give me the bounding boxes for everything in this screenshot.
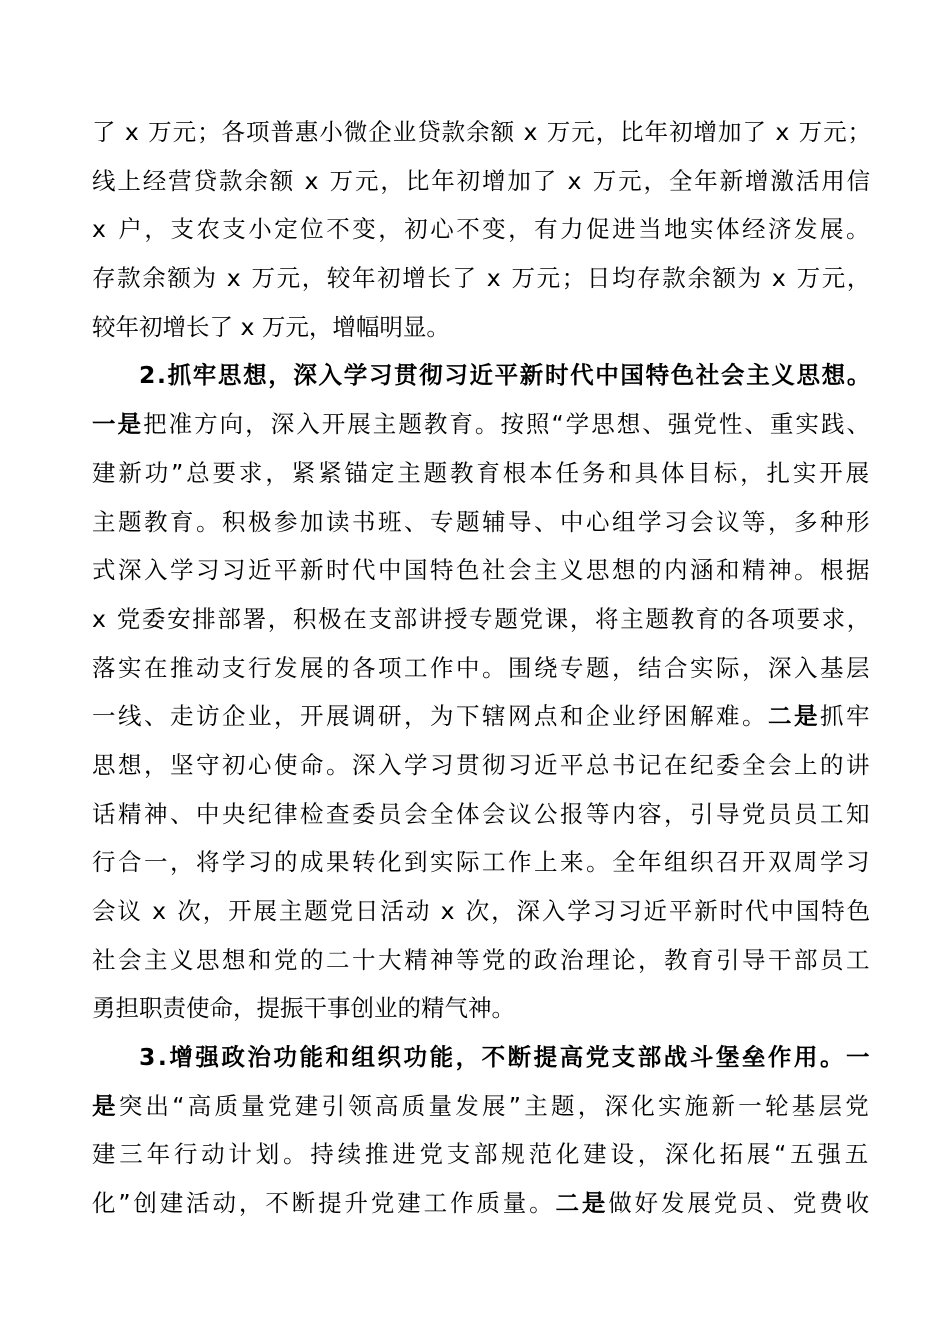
text-run: 把准方向，深入开展主题教育。按照“学思想、强党性、重实践、 — [143, 410, 872, 439]
bold-text: 是 — [92, 1091, 119, 1120]
text-run: 较年初增长了 x 万元，增幅明显。 — [92, 312, 450, 341]
text-line — [92, 205, 872, 254]
text-run: 会议 x 次，开展主题党日活动 x 次，深入学习习近平新时代中国特色 — [92, 897, 872, 925]
text-line — [92, 546, 872, 595]
text-run: 做好发展党员、党费收 — [608, 1189, 873, 1218]
text-line — [92, 644, 872, 693]
text-run: 存款余额为 x 万元，较年初增长了 x 万元；日均存款余额为 x 万元， — [92, 264, 872, 293]
text-run: x 党委安排部署，积极在支部讲授专题党课，将主题教育的各项要求， — [92, 604, 872, 633]
text-line — [92, 108, 872, 157]
text-run: 社会主义思想和党的二十大精神等党的政治理论，教育引导干部员工 — [92, 945, 872, 974]
text-line — [92, 400, 872, 449]
text-line — [92, 351, 872, 400]
bold-text: 3.增强政治功能和组织功能，不断提高党支部战斗堡垒作用。一 — [139, 1043, 872, 1072]
text-line — [92, 887, 872, 936]
text-run: 话精神、中央纪律检查委员会全体会议公报等内容，引导党员员工知 — [92, 799, 872, 828]
text-run: x 户，支农支小定位不变，初心不变，有力促进当地实体经济发展。 — [92, 215, 872, 244]
text-run: 一线、走访企业，开展调研，为下辖网点和企业纾困解难。 — [92, 702, 768, 731]
text-run: 行合一，将学习的成果转化到实际工作上来。全年组织召开双周学习 — [92, 848, 872, 877]
text-line — [92, 1033, 872, 1082]
text-line — [92, 595, 872, 644]
text-line — [92, 498, 872, 547]
text-line — [92, 157, 872, 206]
text-run: 思想，坚守初心使命。深入学习贯彻习近平总书记在纪委全会上的讲 — [92, 750, 872, 779]
text-line — [92, 1130, 872, 1179]
text-run: 主题教育。积极参加读书班、专题辅导、中心组学习会议等，多种形 — [92, 507, 872, 536]
text-run: 了 x 万元；各项普惠小微企业贷款余额 x 万元，比年初增加了 x 万元； — [92, 118, 872, 146]
document-body — [92, 108, 872, 1228]
bold-text: 二是 — [555, 1189, 609, 1218]
text-run: 建新功”总要求，紧紧锚定主题教育根本任务和具体目标，扎实开展 — [92, 458, 872, 487]
text-line — [92, 449, 872, 498]
text-run: 勇担职责使命，提振干事创业的精气神。 — [92, 994, 515, 1023]
text-line — [92, 936, 872, 985]
text-line — [92, 303, 872, 352]
text-line — [92, 1179, 872, 1228]
text-run: 线上经营贷款余额 x 万元，比年初增加了 x 万元，全年新增激活用信 — [92, 166, 872, 195]
bold-text: 一是 — [92, 410, 144, 439]
text-line — [92, 254, 872, 303]
text-line — [92, 984, 872, 1033]
text-run: 抓牢 — [820, 702, 872, 731]
text-line — [92, 741, 872, 790]
text-line — [92, 838, 872, 887]
text-run: 化”创建活动，不断提升党建工作质量。 — [92, 1189, 556, 1218]
bold-text: 二是 — [768, 702, 820, 731]
text-line — [92, 1082, 872, 1131]
text-run: 式深入学习习近平新时代中国特色社会主义思想的内涵和精神。根据 — [92, 556, 872, 585]
text-run: 突出“高质量党建引领高质量发展”主题，深化实施新一轮基层党 — [118, 1091, 872, 1120]
text-line — [92, 692, 872, 741]
text-run: 落实在推动支行发展的各项工作中。围绕专题，结合实际，深入基层 — [92, 653, 872, 682]
text-run: 建三年行动计划。持续推进党支部规范化建设，深化拓展“五强五 — [92, 1140, 872, 1169]
bold-text: 2.抓牢思想，深入学习贯彻习近平新时代中国特色社会主义思想。 — [139, 361, 872, 390]
text-line — [92, 790, 872, 839]
